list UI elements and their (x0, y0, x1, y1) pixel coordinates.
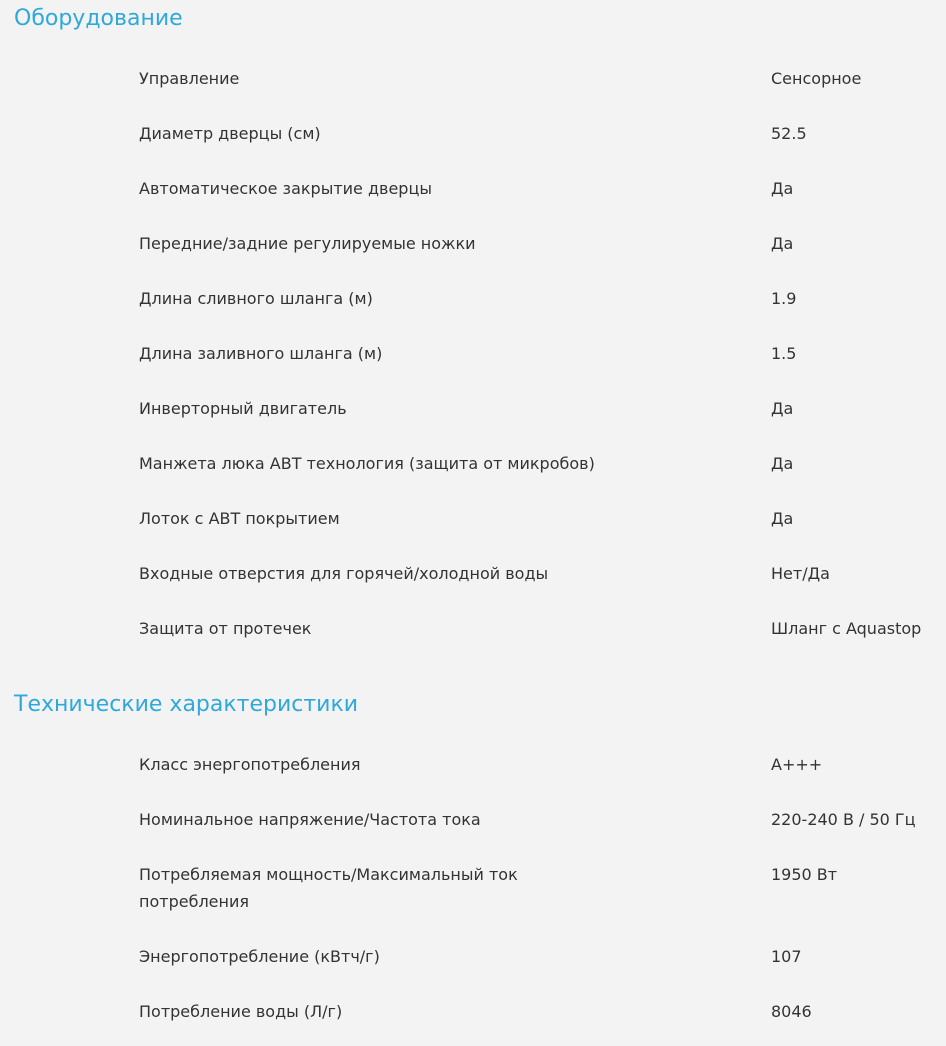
section-title-equipment: Оборудование (14, 6, 183, 31)
spec-label: Длина сливного шланга (м) (139, 289, 373, 308)
spec-value: 1.5 (771, 344, 797, 363)
spec-value: A+++ (771, 755, 823, 774)
spec-value: Да (771, 509, 794, 528)
spec-label: Лоток с ABT покрытием (139, 509, 340, 528)
spec-label: Класс энергопотребления (139, 755, 361, 774)
spec-value: Сенсорное (771, 69, 862, 88)
spec-label: Автоматическое закрытие дверцы (139, 179, 432, 198)
spec-value: Да (771, 179, 794, 198)
spec-label: Диаметр дверцы (см) (139, 124, 321, 143)
spec-label: Защита от протечек (139, 619, 312, 638)
spec-value: 1950 Вт (771, 865, 838, 884)
spec-label: Манжета люка ABT технология (защита от микробов) (139, 454, 595, 473)
spec-value: Да (771, 234, 794, 253)
spec-label: Длина заливного шланга (м) (139, 344, 383, 363)
spec-label: Инверторный двигатель (139, 399, 347, 418)
spec-value: 1.9 (771, 289, 797, 308)
spec-label: Потребление воды (Л/г) (139, 1002, 343, 1021)
spec-value: Нет/Да (771, 564, 830, 583)
spec-label: Номинальное напряжение/Частота тока (139, 810, 481, 829)
spec-label: Передние/задние регулируемые ножки (139, 234, 476, 253)
spec-label: Энергопотребление (кВтч/г) (139, 947, 380, 966)
spec-value: 107 (771, 947, 802, 966)
spec-label: Входные отверстия для горячей/холодной воды (139, 564, 549, 583)
spec-value: Да (771, 399, 794, 418)
spec-value: Да (771, 454, 794, 473)
spec-value: 220-240 В / 50 Гц (771, 810, 916, 829)
spec-label: Управление (139, 69, 240, 88)
spec-value: 52.5 (771, 124, 807, 143)
spec-value: Шланг с Aquastop (771, 619, 922, 638)
spec-label: Потребляемая мощность/Максимальный ток потребления (139, 865, 518, 911)
spec-value: 8046 (771, 1002, 812, 1021)
section-title-technical-specs: Технические характеристики (14, 692, 359, 717)
